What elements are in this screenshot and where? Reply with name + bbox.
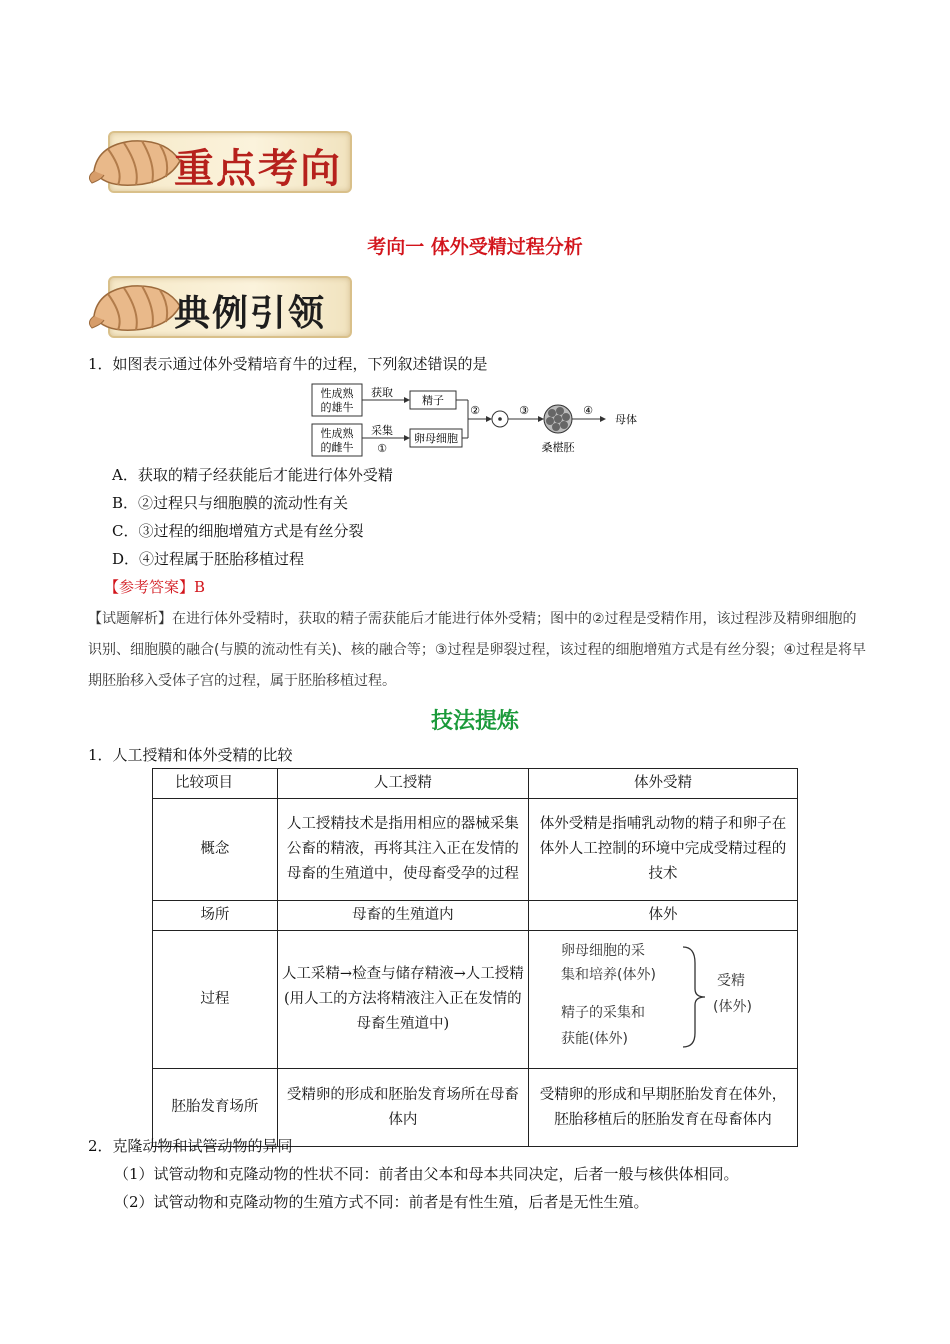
point2-item: （1）试管动物和克隆动物的性状不同：前者由父本和母本共同决定，后者一般与核供体相同。 [114, 1165, 739, 1183]
answer-label: 【参考答案】B [104, 578, 206, 596]
question-stem: 1．如图表示通过体外受精培育牛的过程，下列叙述错误的是 [88, 355, 488, 373]
table-cell: 受精卵的形成和早期胚胎发育在体外，胚胎移植后的胚胎发育在母畜体内 [528, 1069, 797, 1147]
section-heading: 考向一 体外受精过程分析 [367, 236, 583, 258]
obtain-label: 获取 [371, 386, 393, 399]
comparison-table [152, 768, 798, 1147]
table-header-row [153, 769, 798, 799]
table-header: 比较项目 [153, 769, 278, 799]
step4-label: ④ [583, 404, 593, 417]
table-cell: 母畜的生殖道内 [277, 901, 528, 931]
morula-label: 桑椹胚 [541, 441, 575, 454]
sperm-collection-line2: 获能(体外) [560, 1031, 628, 1047]
egg-collection-line1: 卵母细胞的采 [560, 943, 645, 959]
egg-collection-line2: 集和培养(体外) [560, 967, 656, 983]
fertilization-line1: 受精 [716, 973, 745, 989]
ivf-process-diagram [310, 380, 650, 460]
banner-key-topics [88, 127, 350, 193]
cow-label-2: 的雌牛 [320, 441, 354, 454]
table-cell: 过程 [153, 931, 278, 1069]
conch-shell-icon [88, 131, 184, 191]
table-cell: 概念 [153, 799, 278, 901]
table-cell: 场所 [153, 901, 278, 931]
option-a: A．获取的精子经获能后才能进行体外受精 [112, 466, 393, 484]
fertilization-line2: (体外) [712, 999, 752, 1015]
option-b: B．②过程只与细胞膜的流动性有关 [112, 494, 349, 512]
mother-label: 母体 [615, 413, 637, 426]
step2-label: ② [470, 404, 480, 417]
table-cell: 体外 [528, 901, 797, 931]
point2-item: （2）试管动物和克隆动物的生殖方式不同：前者是有性生殖，后者是无性生殖。 [114, 1193, 649, 1211]
egg-label: 卵母细胞 [414, 432, 458, 445]
conch-shell-icon [88, 276, 184, 336]
brace-icon [683, 947, 705, 1047]
option-d: D．④过程属于胚胎移植过程 [112, 550, 305, 568]
table-row [153, 799, 798, 901]
banner-example [88, 272, 350, 338]
step3-label: ③ [519, 404, 529, 417]
ivf-process-brace-diagram [533, 933, 793, 1057]
table-header: 体外受精 [528, 769, 797, 799]
table-cell: 人工采精→检查与储存精液→人工授精(用人工的方法将精液注入正在发情的母畜生殖道中) [277, 931, 528, 1069]
table-cell-process-ivf [528, 931, 797, 1069]
table-row [153, 931, 798, 1069]
bull-label-2: 的雄牛 [320, 401, 354, 414]
technique-heading: 技法提炼 [430, 709, 519, 734]
morula-icon [544, 405, 572, 433]
bull-label-1: 性成熟 [320, 387, 354, 400]
analysis-text: 【试题解析】在进行体外受精时，获取的精子需获能后才能进行体外受精；图中的②过程是受精作用，该过程涉及精卵细胞的识别、细胞膜的融合(与膜的流动性有关)、核的融合等；③过程是卵裂过程，该过程的细胞增殖方式是有丝分裂；④过程是将早期胚胎移入受体子宫的过程，属于胚胎移植过程。 [88, 611, 867, 689]
table-cell: 体外受精是指哺乳动物的精子和卵子在体外人工控制的环境中完成受精过程的技术 [528, 799, 797, 901]
banner-title: 重点考向 [174, 146, 342, 192]
step1-label: ① [377, 442, 387, 455]
banner-title: 典例引领 [174, 293, 327, 334]
sperm-label: 精子 [422, 394, 444, 407]
collect-label: 采集 [371, 424, 393, 437]
table-header: 人工授精 [277, 769, 528, 799]
table-cell: 受精卵的形成和胚胎发育场所在母畜体内 [277, 1069, 528, 1147]
table-row [153, 901, 798, 931]
table-cell: 胚胎发育场所 [153, 1069, 278, 1147]
option-c: C．③过程的细胞增殖方式是有丝分裂 [112, 522, 364, 540]
point1-heading: 1．人工授精和体外受精的比较 [88, 746, 293, 764]
point2-heading: 2．克隆动物和试管动物的异同 [88, 1137, 293, 1155]
cow-label-1: 性成熟 [320, 427, 354, 440]
sperm-collection-line1: 精子的采集和 [560, 1005, 645, 1021]
table-cell: 人工授精技术是指用相应的器械采集公畜的精液，再将其注入正在发情的母畜的生殖道中，使母畜受孕的过程 [277, 799, 528, 901]
